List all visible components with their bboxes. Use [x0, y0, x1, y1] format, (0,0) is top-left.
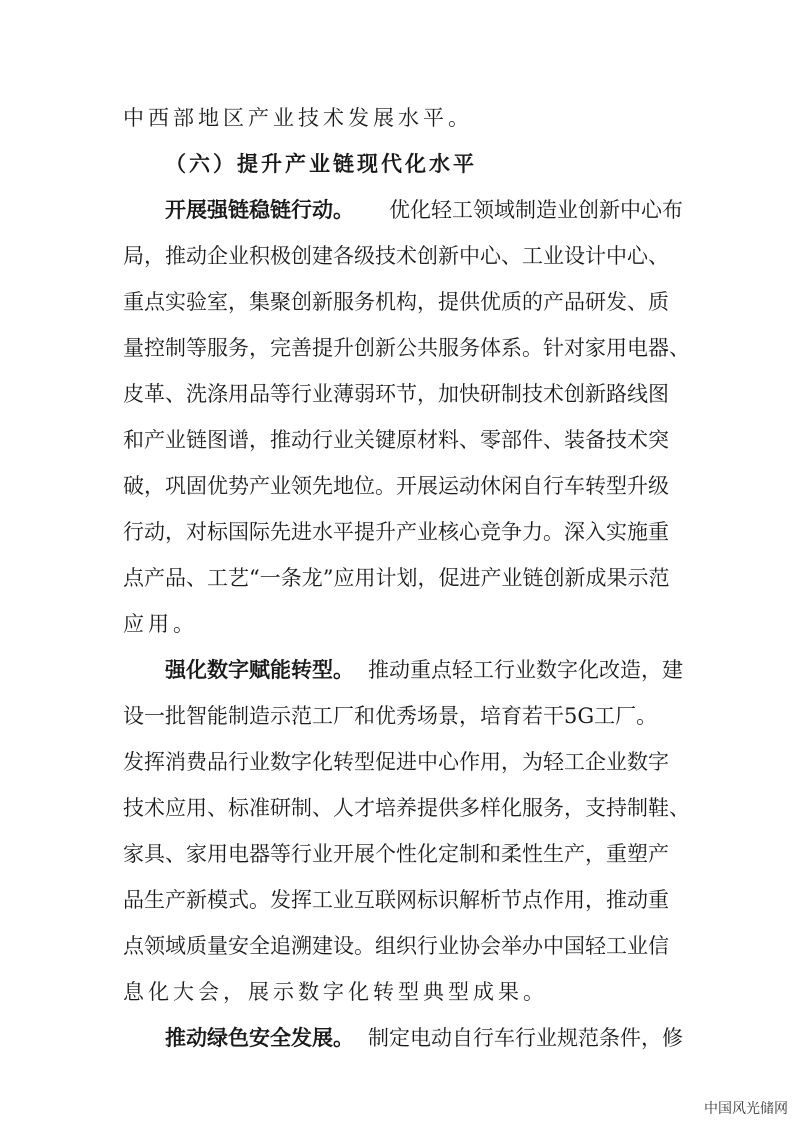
text-line: 行动，对标国际先进水平提升产业核心竞争力。深入实施重 [123, 520, 669, 544]
paragraph-lead-bold: 强化数字赋能转型。 [165, 658, 354, 682]
text-line: 设一批智能制造示范工厂和优秀场景，培育若干5G工厂。 [123, 704, 658, 728]
text-line: 家具、家用电器等行业开展个性化定制和柔性生产，重塑产 [123, 842, 669, 866]
text-line: 应用。 [123, 612, 198, 636]
text-line: 品生产新模式。发挥工业互联网标识解析节点作用，推动重 [123, 888, 669, 912]
text-line: 发挥消费品行业数字化转型促进中心作用，为轻工企业数字 [123, 750, 669, 774]
paragraph-first-line [165, 1023, 683, 1053]
paragraph-lead-bold: 推动绿色安全发展。 [165, 1026, 354, 1050]
paragraph-first-line [165, 195, 683, 225]
paragraph-lead-rest: 优化轻工领域制造业创新中心布 [389, 198, 683, 222]
text-line: 重点实验室，集聚创新服务机构，提供优质的产品研发、质 [123, 290, 669, 314]
section-heading: （六）提升产业链现代化水平 [165, 152, 477, 176]
text-line: 点产品、工艺“一条龙”应用计划，促进产业链创新成果示范 [123, 566, 670, 590]
text-line: 局，推动企业积极创建各级技术创新中心、工业设计中心、 [123, 244, 669, 268]
text-line: 和产业链图谱，推动行业关键原材料、零部件、装备技术突 [123, 428, 669, 452]
text-line: 技术应用、标准研制、人才培养提供多样化服务，支持制鞋、 [123, 796, 690, 820]
text-line: 点领域质量安全追溯建设。组织行业协会举办中国轻工业信 [123, 934, 669, 958]
text-line: 量控制等服务，完善提升创新公共服务体系。针对家用电器、 [123, 336, 690, 360]
text-line: 中西部地区产业技术发展水平。 [123, 106, 473, 130]
paragraph-lead-rest: 推动重点轻工行业数字化改造，建 [368, 658, 683, 682]
text-line: 破，巩固优势产业领先地位。开展运动休闲自行车转型升级 [123, 474, 669, 498]
paragraph-lead-rest: 制定电动自行车行业规范条件，修 [368, 1026, 683, 1050]
text-line: 皮革、洗涤用品等行业薄弱环节，加快研制技术创新路线图 [123, 382, 669, 406]
watermark: 中国风光储网 [704, 1101, 788, 1117]
text-line: 息化大会，展示数字化转型典型成果。 [123, 980, 548, 1004]
paragraph-first-line [165, 655, 683, 685]
paragraph-lead-bold: 开展强链稳链行动。 [165, 198, 354, 222]
